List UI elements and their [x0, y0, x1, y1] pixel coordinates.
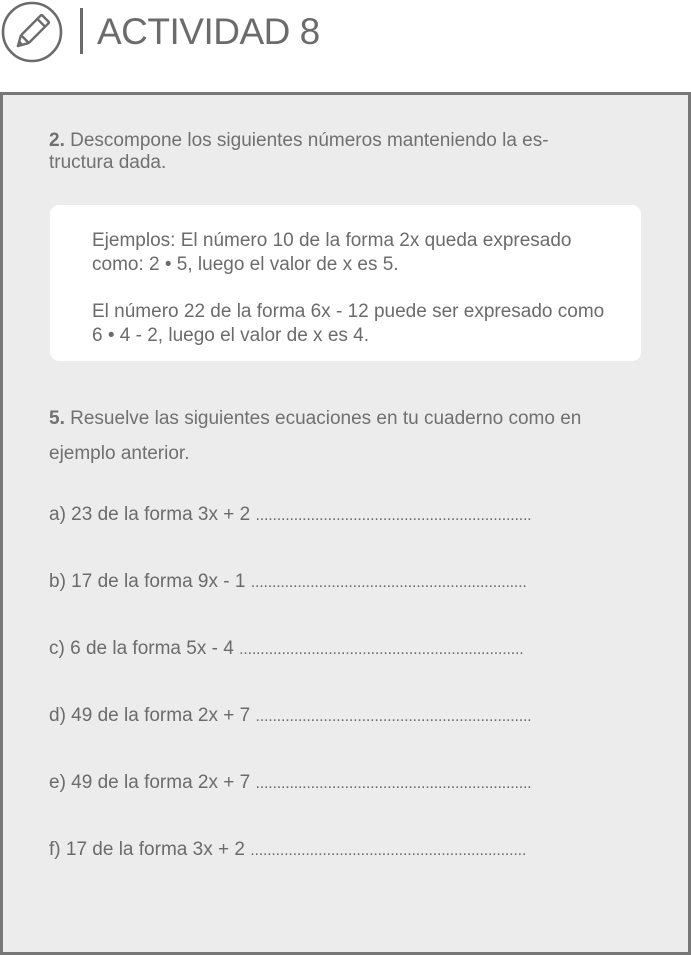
exercise-item	[49, 771, 659, 838]
activity-panel	[0, 92, 691, 955]
example-paragraph-2: El número 22 de la forma 6x - 12 puede ser expresado como 6 • 4 - 2, luego el valor de x es 4.	[92, 301, 605, 346]
exercise-item	[49, 503, 659, 570]
exercise-label: c) 6 de la forma 5x - 4	[49, 638, 234, 659]
exercise-label: f) 17 de la forma 3x + 2	[49, 839, 245, 860]
exercise-item	[49, 838, 659, 905]
question-5	[49, 401, 649, 471]
exercise-item	[49, 704, 659, 771]
activity-header	[0, 0, 691, 92]
question-5-text: Resuelve las siguientes ecuaciones en tu cuaderno como en ejemplo anterior.	[49, 408, 582, 464]
answer-dotted-line: .................................................................	[255, 775, 532, 792]
activity-title: ACTIVIDAD 8	[97, 11, 320, 52]
header-divider	[80, 8, 83, 54]
answer-dotted-line: .................................................................	[255, 507, 532, 524]
question-2-number: 2.	[49, 130, 65, 151]
answer-dotted-line: ...................................................................	[239, 641, 524, 658]
question-2-text: Descompone los siguientes números manteniendo la es-tructura dada.	[49, 130, 549, 173]
exercise-label: b) 17 de la forma 9x - 1	[49, 571, 246, 592]
examples-box	[50, 205, 641, 361]
answer-dotted-line: .................................................................	[250, 842, 527, 859]
pencil-icon	[1, 1, 63, 63]
answer-dotted-line: .................................................................	[250, 574, 527, 591]
exercise-item	[49, 570, 659, 637]
question-2	[49, 130, 609, 174]
question-5-number: 5.	[49, 408, 65, 429]
exercise-label: e) 49 de la forma 2x + 7	[49, 772, 251, 793]
example-paragraph-1: Ejemplos: El número 10 de la forma 2x queda expresado como: 2 • 5, luego el valor de x es 5.	[92, 230, 572, 275]
exercise-label: a) 23 de la forma 3x + 2	[49, 504, 251, 525]
exercise-label: d) 49 de la forma 2x + 7	[49, 705, 251, 726]
exercise-item	[49, 637, 659, 704]
exercise-list	[49, 503, 659, 905]
answer-dotted-line: .................................................................	[255, 708, 532, 725]
